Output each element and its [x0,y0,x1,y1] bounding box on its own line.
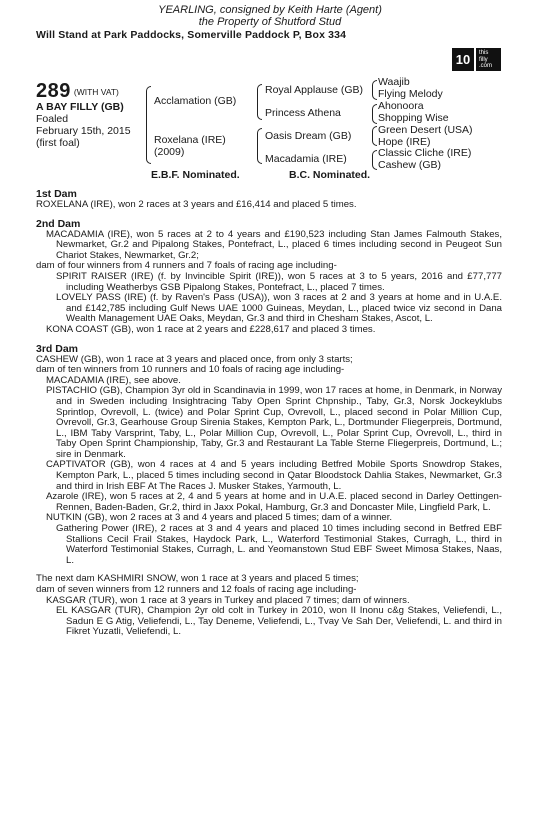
first-dam-text: ROXELANA (IRE), won 2 races at 3 years and £16,414 and placed 5 times. [36,199,357,210]
sire-sire: Royal Applause (GB) [265,84,364,96]
logo-number: 10 [452,48,474,71]
next-dam-produce: dam of seven winners from 12 runners and 12 foals of racing age including- [36,584,357,595]
first-dam-heading: 1st Dam [36,188,77,200]
progeny-entry: SPIRIT RAISER (IRE) (f. by Invincible Spirit (IRE)), won 5 races at 3 to 5 years, 2016 and £77,777 including Weatherbys GSB Pipalong Stakes, Pontefract, L., placed 7 times. [56,270,502,293]
next-dam-text: The next dam KASHMIRI SNOW, won 1 race at 3 years and placed 5 times; [36,573,359,585]
gg-sire-1: Waajib [378,76,410,88]
horse-name: A BAY FILLY (GB) [36,101,124,113]
ebf-nominated: E.B.F. Nominated. [151,169,240,181]
gg-dam-1: Flying Melody [378,88,443,100]
pedigree-brace [372,150,377,170]
progeny-entry: MACADAMIA (IRE), see above. [46,374,181,386]
progeny-entry: Gathering Power (IRE), 2 races at 3 and 4 years and placed 10 times including second in Betfred EBF Stallions Cecil Frail Stakes, Haydock Park, L., Waterford Testimonial Stakes, Curragh, L., third in Waterford Testimonial Stakes, Curragh, L. and Yeomanstown Stud EBF Sweet Mimosa Stakes, Naas, L. [56,523,502,566]
progeny-entry: LOVELY PASS (IRE) (f. by Raven's Pass (USA)), won 3 races at 2 and 3 years at home and in U.A.E. and £142,785 including Gulf News UAE 1000 Guineas, Meydan, L., placed twice viz second in Dana Wealth Management UAE Oaks, Meydan, Gr.3 and third in Chesham Stakes, Ascot, L. [56,292,502,325]
gg-sire-4: Classic Cliche (IRE) [378,147,472,159]
third-dam-text: CASHEW (GB), won 1 race at 3 years and placed once, from only 3 starts; [36,353,353,365]
sire: Acclamation (GB) [154,95,237,107]
progeny-entry: KONA COAST (GB), won 1 race at 2 years and £228,617 and placed 3 times. [46,323,376,335]
progeny-entry: EL KASGAR (TUR), Champion 2yr old colt in Turkey in 2010, won II Inonu c&g Stakes, Veliefendi, L., Sadun E G Atig, Veliefendi, L., Tay Deneme, Veliefendi, L., Tvay Ve Sah Der, Veliefendi, L. and third in Fikret Yuzatli, Veliefendi, L. [56,605,502,638]
pedigree-brace [257,84,262,120]
consignor-line: YEARLING, consigned by Keith Harte (Agent) [158,4,382,16]
bc-nominated: B.C. Nominated. [289,169,371,181]
third-dam-heading: 3rd Dam [36,342,79,355]
foaled-label: Foaled [36,113,69,125]
progeny-entry: PISTACHIO (GB), Champion 3yr old in Scandinavia in 1999, won 17 races at home, in Denmark, in Norway and in Sweden including Insightracing Taby Open Sprint Chpnship., Taby, Gr.3, Norsk Jockeyklubs Sprintlop, Ovrevoll, L. (twice) and Polar Sprint Cup, Ovrevoll, L., placed second in Polar Million Cup, Ovrevoll, Gr.3, Gearhouse Group Sirenia Stakes, Kempton Park, L., Dortmunder Fliegerpreis, Dortmund, L., IBM Taby Varsprint, Taby, L., Polar Million Cup, Ovrevoll, L., Polar Sprint Cup, Ovrevoll, L., third in Taby Open Sprint Championship, Taby, Gr.3 and Restaurant La Table Sterne Fliegerpreis, Dortmund, L.; sire in Denmark. [46,385,502,460]
second-dam-produce: dam of four winners from 4 runners and 7 foals of racing age including- [36,260,337,272]
logo-text: this filly .com [476,48,501,71]
stabling-line: Will Stand at Park Paddocks, Somerville Paddock P, Box 334 [36,29,347,41]
second-dam-text: MACADAMIA (IRE), won 5 races at 2 to 4 years and £190,523 including Stan James Falmouth Stakes, Newmarket, Gr.2 and Pipalong Stakes, Pontefract, L., placed 6 times including second in Peugeot Sun Chariot Stakes, Newmarket, Gr.2; [46,228,502,261]
dam-dam: Macadamia (IRE) [265,153,347,165]
produce-record [36,189,502,638]
third-dam-produce: dam of ten winners from 10 runners and 10 foals of racing age including- [36,364,345,376]
dam: Roxelana (IRE) [154,134,226,146]
pedigree-brace [372,80,377,100]
gg-dam-4: Cashew (GB) [378,159,442,171]
second-dam-heading: 2nd Dam [36,217,81,230]
progeny-entry: Azarole (IRE), won 5 races at 2, 4 and 5 years at home and in U.A.E. placed second in Darley Oettingen-Rennen, Baden-Baden, Gr.2, third in Jaxx Pokal, Hamburg, Gr.3 and Doncaster Mile, Lingfield Park, L. [46,491,502,513]
gg-sire-2: Ahonoora [378,100,424,112]
progeny-entry: NUTKIN (GB), won 2 races at 3 and 4 years and placed 5 times; dam of a winner. [46,512,393,524]
pedigree-brace [372,104,377,124]
gg-dam-2: Shopping Wise [378,112,449,124]
pedigree-brace [372,126,377,146]
foal-note: (first foal) [36,137,80,149]
foaled-date: February 15th, 2015 [36,125,131,137]
progeny-entry: KASGAR (TUR), won 1 race at 3 years in Turkey and placed 7 times; dam of winners. [46,594,410,606]
this-filly-logo [452,48,501,71]
lot-number: 289 (WITH VAT) [36,80,119,102]
sire-dam: Princess Athena [265,107,341,119]
dam-sire: Oasis Dream (GB) [265,130,352,142]
property-line: the Property of Shutford Stud [198,16,342,28]
gg-dam-3: Hope (IRE) [378,136,431,148]
gg-sire-3: Green Desert (USA) [378,124,473,136]
progeny-entry: CAPTIVATOR (GB), won 4 races at 4 and 5 years including Betfred Mobile Sports Snowdrop Stakes, Kempton Park, L., placed 5 times including second in Qatar Bloodstock Dahlia Stakes, Newmarket, Gr.3 and third in Irish EBF At The Races J. Musker Stakes, Yarmouth, L. [46,459,502,492]
pedigree-brace [146,86,151,164]
dam-year: (2009) [154,146,185,158]
pedigree-brace [257,128,262,164]
